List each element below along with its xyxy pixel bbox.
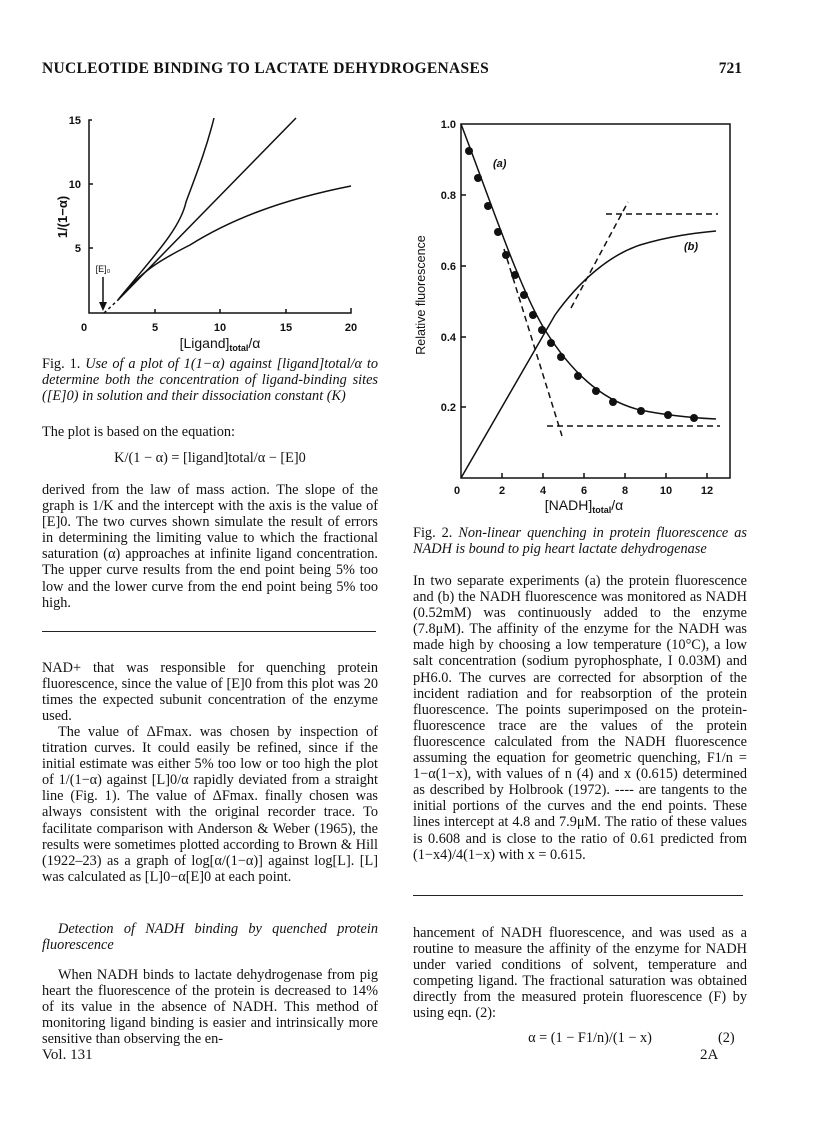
svg-text:8: 8	[621, 485, 629, 497]
svg-text:Relative fluorescence: Relative fluorescence	[414, 235, 428, 355]
svg-text:(a): (a)	[493, 158, 507, 170]
y-tick-15: 15	[68, 115, 81, 127]
svg-text:15: 15	[279, 322, 293, 334]
svg-text:[NADH]total/α: $[NADH]_{total}/\alpha$	[544, 497, 624, 515]
svg-text:10: 10	[213, 322, 227, 334]
figure-divider-left	[42, 631, 376, 632]
svg-text:0.2: 0.2	[440, 402, 456, 414]
section-heading: Detection of NADH binding by quenched protein fluorescence	[42, 921, 378, 954]
figure-1-caption: Fig. 1. Use of a plot of 1(1−α) against [ligand]total/α to determine both the concentration of ligand-binding sites ([E]0) in solution and their dissociation constant (K)	[42, 356, 378, 405]
svg-text:20: 20	[344, 322, 358, 334]
svg-text:[E]₀: [E]₀	[95, 264, 111, 274]
page-number: 721	[718, 60, 742, 77]
paragraph-detection: When NADH binds to lactate dehydrogenase from pig heart the fluorescence of the protein is decreased to 14% of its value in the absence of NADH. This method of monitoring ligand binding is easier and intrinsically more sensitive than observing the en-	[42, 967, 378, 1048]
y-tick-10: 10	[68, 179, 81, 191]
running-title: NUCLEOTIDE BINDING TO LACTATE DEHYDROGENASES	[42, 60, 490, 77]
y-tick-5: 5	[74, 243, 81, 255]
figure-1-caption-text: Use of a plot of 1(1−α) against [ligand]total/α to determine both the concentration of ligand-binding sites ([E]0) in solution and their dissociation constant (K)	[42, 356, 378, 405]
equation-1: K/(1 − α) = [ligand]total/α − [E]0	[114, 450, 306, 466]
svg-text:12: 12	[700, 485, 714, 497]
figure-2-caption-text: Non-linear quenching in protein fluorescence as NADH is bound to pig heart lactate dehydrogenase	[413, 525, 747, 558]
paragraph-dfmax: The value of ΔFmax. was chosen by inspection of titration curves. It could easily be refined, since if the initial estimate was either 5% too low or too high the plot of 1/(1−α) against [L]0/α rapidly deviated from a straight line (Fig. 1). The value of ΔFmax. finally chosen was always consistent with the original recorder trace. To facilitate comparison with Anderson & Weber (1965), the results were sometimes plotted according to Brown & Hill (1922–23) as a graph of log[α/(1−α)] against log[L]. [L] was calculated as [L]0−α[E]0 at each point.	[42, 724, 378, 885]
svg-text:1.0: 1.0	[440, 119, 456, 131]
figure-1-chart	[40, 110, 380, 353]
paragraph-enhancement: hancement of NADH fluorescence, and was used as a routine to measure the affinity of the enzyme for NADH under varied conditions of solvent, temperature and competing ligand. The fractional saturation was obtained directly from the measured protein fluorescence (F) by using eqn. (2):	[413, 925, 747, 1022]
plot-intro: The plot is based on the equation:	[42, 424, 235, 440]
svg-text:6: 6	[580, 485, 588, 497]
svg-text:2: 2	[498, 485, 506, 497]
svg-text:0: 0	[80, 322, 88, 334]
svg-text:(b): (b)	[684, 241, 699, 253]
fig1-xlabel: $[Ligand]_{total}/\alpha$	[179, 335, 261, 353]
svg-text:1/(1−α): 1/(1−α)	[55, 195, 70, 239]
figure-2-legend: In two separate experiments (a) the protein fluorescence and (b) the NADH fluorescence was monitored as NADH (0.52mM) was continuously added to the enzyme (7.8μM). The affinity of the enzyme for the NADH was made high by choosing a low temperature (10°C), a low salt concentration (sodium pyrophosphate, I 0.03M) and pH6.0. The curves are corrected for absorption of the incident radiation and for reabsorption of the protein fluorescence. The points superimposed on the protein-fluorescence trace are the values of the protein fluorescence calculated from the NADH fluorescence assuming the equation for geometric quenching, F1/n = 1−α(1−x), with values of n (4) and x (0.615) determined as described by Holbrook (1972). ---- are tangents to the initial portions of the curves and the end points. These lines intercept at 4.8 and 7.9μM. The ratio of these values is 0.608 and is close to the ratio of 0.61 predicted from (1−x4)/4(1−x) with x = 0.615.	[413, 573, 747, 863]
figure-divider-right	[413, 895, 743, 896]
svg-text:0.8: 0.8	[440, 190, 456, 202]
paragraph-nad: NAD+ that was responsible for quenching protein fluorescence, since the value of [E]0 from this plot was 20 times the expected subunit concentration of the enzyme used.	[42, 660, 378, 725]
svg-text:0.4: 0.4	[440, 332, 456, 344]
equation-2-number: (2)	[718, 1030, 735, 1046]
volume-footer: Vol. 131	[42, 1047, 93, 1063]
svg-text:4: 4	[539, 485, 547, 497]
svg-text:0: 0	[453, 485, 461, 497]
figure-2-caption: Fig. 2. Non-linear quenching in protein fluorescence as NADH is bound to pig heart lactate dehydrogenase	[413, 525, 747, 558]
figure-2-chart	[410, 110, 745, 515]
svg-text:10: 10	[659, 485, 673, 497]
svg-text:0.6: 0.6	[440, 261, 456, 273]
signature-mark: 2A	[700, 1047, 719, 1063]
svg-text:5: 5	[151, 322, 159, 334]
derived-paragraph: derived from the law of mass action. The slope of the graph is 1/K and the intercept with the axis is the value of [E]0. The two curves shown simulate the result of errors in determining the limiting value to which the fractional saturation (α) approaches at infinite ligand concentration. The upper curve results from the end point being 5% too low and the lower curve from the end point being 5% too high.	[42, 482, 378, 611]
running-header	[42, 60, 742, 84]
equation-2: α = (1 − F1/n)/(1 − x)	[528, 1030, 652, 1046]
